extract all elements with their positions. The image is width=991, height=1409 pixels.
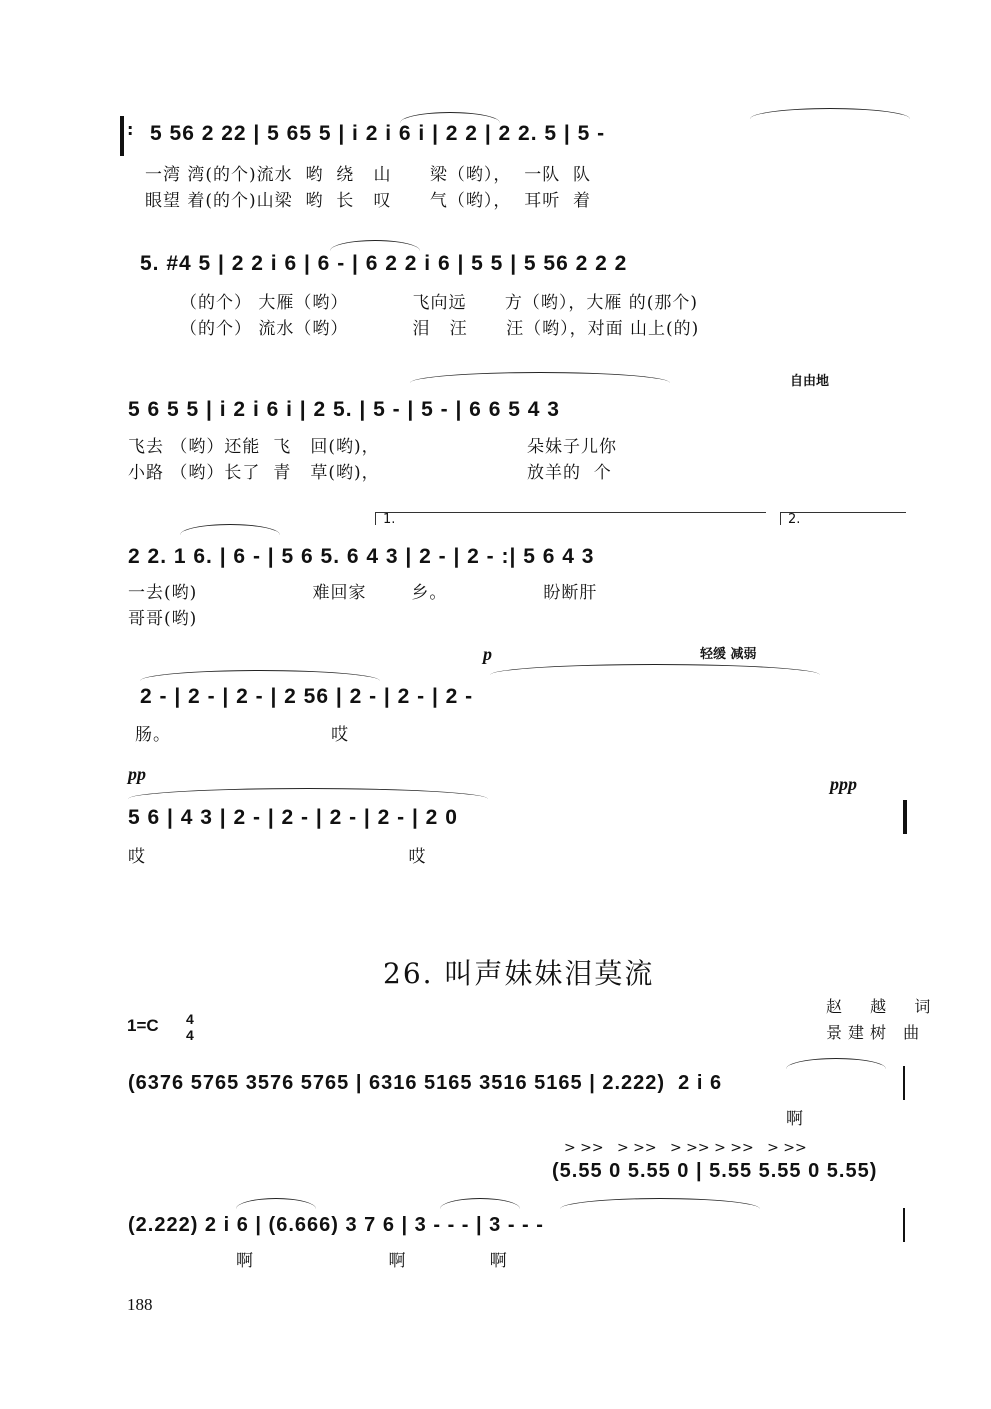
row2-lyric-verse2: （的个） 流水（哟） 泪 汪 汪（哟），对面 山上(的): [180, 319, 700, 339]
slur: [786, 1058, 886, 1069]
accent-marks: > >> > >> > >> > >> > >>: [564, 1140, 807, 1156]
slur: [440, 1198, 520, 1209]
page-number: 188: [127, 1295, 153, 1314]
final-barline: [903, 800, 907, 834]
slur: [140, 670, 380, 681]
row2-notes: 5. #4 5 | 2 2 i 6 | 6 - | 6 2 2 i 6 | 5 5 | 5 56 2 2 2: [140, 252, 628, 275]
repeat-dots: :: [127, 120, 134, 139]
row3-lyric-verse2: 小路 （哟）长了 青 草(哟)， 放羊的 个: [128, 463, 612, 483]
slur: [128, 788, 488, 799]
barline: [903, 1066, 905, 1100]
slur: [236, 1198, 316, 1209]
slur: [410, 372, 670, 383]
song-title: 26. 叫声妹妹泪莫流: [383, 957, 655, 990]
row5-notes: 2 - | 2 - | 2 - | 2 56 | 2 - | 2 - | 2 -: [140, 685, 474, 708]
row3-notes: 5 6 5 5 | i 2 i 6 i | 2 5. | 5 - | 5 - | 6 6 5 4 3: [128, 398, 560, 421]
row6-lyric: 哎 哎: [128, 847, 427, 867]
time-signature-bottom: 4: [186, 1027, 194, 1043]
slur: [750, 108, 910, 119]
dynamic-pp: pp: [128, 764, 146, 784]
dynamic-p: p: [483, 644, 492, 664]
row1-notes: 5 56 2 22 | 5 65 5 | i 2 i 6 i | 2 2 | 2 2. 5 | 5 -: [150, 122, 606, 145]
slur: [400, 112, 500, 123]
time-signature-top: 4: [186, 1011, 194, 1027]
row5-lyric: 肠。 哎: [135, 725, 350, 745]
slur: [180, 524, 280, 535]
song26-row2-notes: (5.55 0 5.55 0 | 5.55 5.55 0 5.55): [552, 1160, 878, 1182]
composer-credit: 景建树 曲: [826, 1023, 926, 1042]
song26-row1-lyric: 啊: [786, 1109, 804, 1129]
row1-lyric-verse1: 一湾 湾(的个)流水 哟 绕 山 梁（哟）， 一队 队: [145, 165, 592, 185]
song26-row1-notes: (6376 5765 3576 5765 | 6316 5165 3516 5165 | 2.222) 2 i 6: [128, 1072, 723, 1094]
key-signature: 1=C: [127, 1016, 159, 1035]
expression-marking: 轻缓 减弱: [700, 647, 757, 662]
row4-notes: 2 2. 1 6. | 6 - | 5 6 5. 6 4 3 | 2 - | 2 - :| 5 6 4 3: [128, 545, 595, 568]
row4-lyric-verse2: 哥哥(哟): [128, 609, 198, 629]
row6-notes: 5 6 | 4 3 | 2 - | 2 - | 2 - | 2 - | 2 0: [128, 806, 458, 829]
row3-lyric-verse1: 飞去 （哟）还能 飞 回(哟)， 朵妹子儿你: [128, 437, 617, 457]
repeat-start-barline: [120, 116, 124, 156]
volta-1-label: 1.: [383, 512, 396, 527]
dynamic-ppp: ppp: [830, 774, 857, 794]
row1-lyric-verse2: 眼望 着(的个)山梁 哟 长 叹 气（哟）， 耳听 着: [145, 191, 592, 211]
slur: [490, 664, 820, 675]
lyricist-credit: 赵 越 词: [826, 997, 937, 1016]
row4-lyric-verse1: 一去(哟) 难回家 乡。 盼断肝: [128, 583, 598, 603]
volta-bracket-1: [375, 512, 766, 525]
slur: [330, 240, 420, 251]
row2-lyric-verse1: （的个） 大雁（哟） 飞向远 方（哟），大雁 的(那个): [180, 293, 699, 313]
song26-row3-lyric: 啊 啊 啊: [236, 1251, 508, 1271]
volta-2-label: 2.: [788, 512, 801, 527]
song26-row3-notes: (2.222) 2 i 6 | (6.666) 3 7 6 | 3 - - - | 3 - - -: [128, 1214, 544, 1236]
tempo-marking-free: 自由地: [790, 374, 830, 389]
barline: [903, 1208, 905, 1242]
slur: [560, 1198, 760, 1209]
